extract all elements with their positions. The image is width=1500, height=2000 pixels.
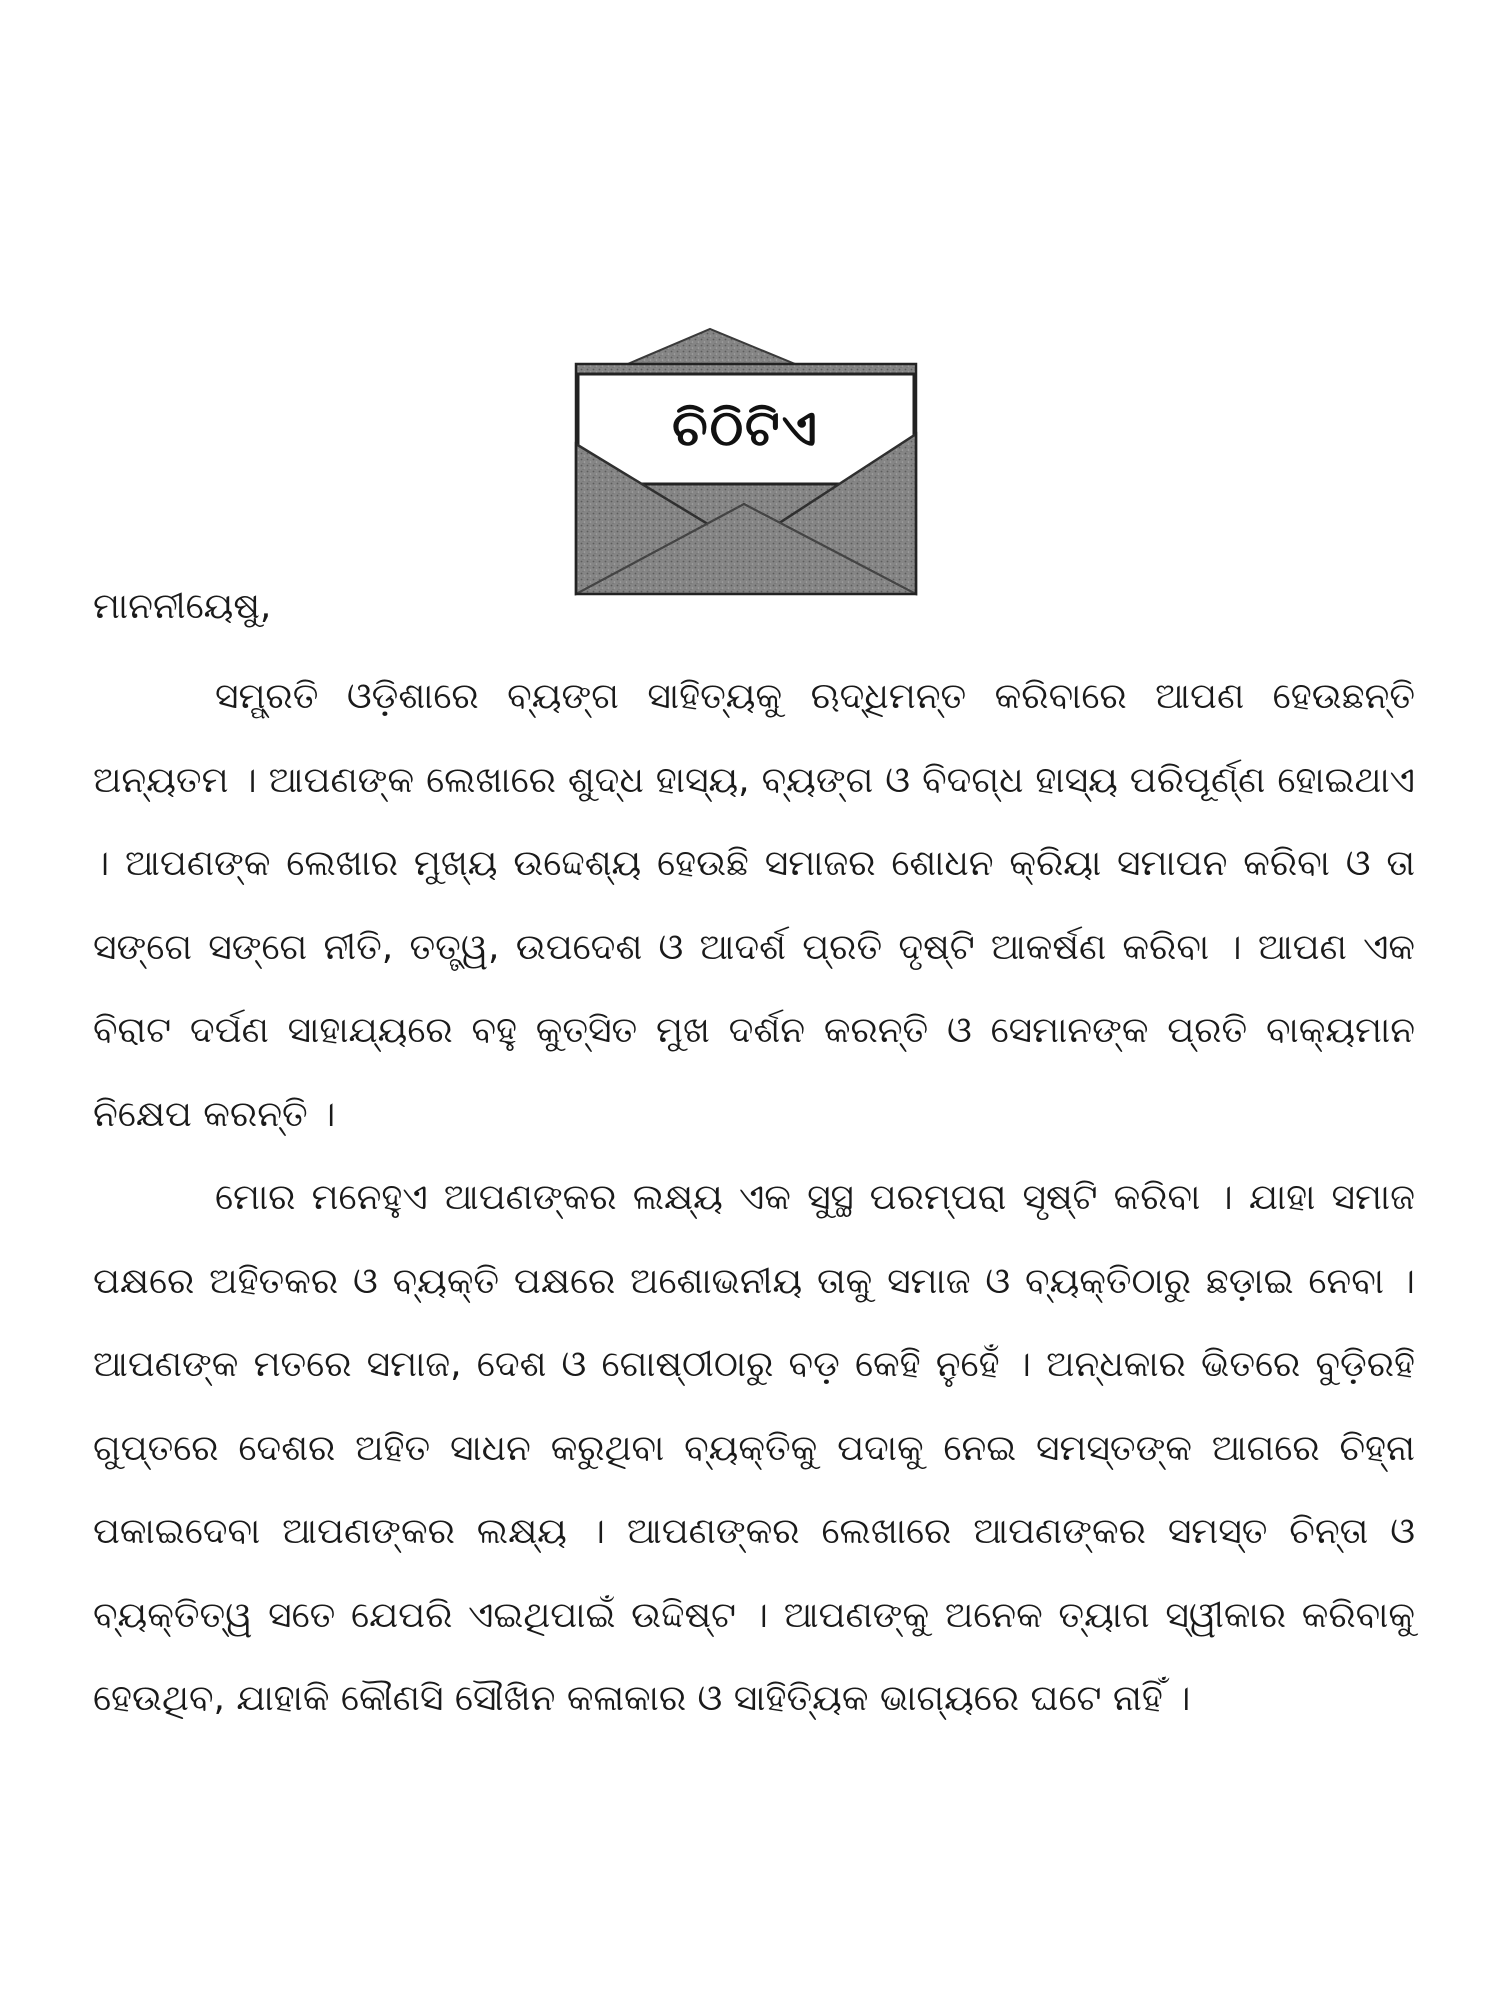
letter-body	[93, 655, 1415, 1741]
letter-title: ଚିଠିଟିଏ	[672, 399, 819, 457]
paragraph-2: ମୋର ମନେହୁଏ ଆପଣଙ୍କର ଲକ୍ଷ୍ୟ ଏକ ସୁସ୍ଥ ପରମ୍ପରା ସୃଷ୍ଟି କରିବା । ଯାହା ସମାଜ ପକ୍ଷରେ ଅହିତକର ଓ ବ୍ୟକ୍ତି ପକ୍ଷରେ ଅଶୋଭନୀୟ ତାକୁ ସମାଜ ଓ ବ୍ୟକ୍ତିଠାରୁ ଛଡ଼ାଇ ନେବା । ଆପଣଙ୍କ ମତରେ ସମାଜ, ଦେଶ ଓ ଗୋଷ୍ଠୀଠାରୁ ବଡ଼ କେହି ନୁହେଁ । ଅନ୍ଧକାର ଭିତରେ ବୁଡ଼ିରହି ଗୁପ୍ତରେ ଦେଶର ଅହିତ ସାଧନ କରୁଥିବା ବ୍ୟକ୍ତିକୁ ପଦାକୁ ନେଇ ସମସ୍ତଙ୍କ ଆଗରେ ଚିହ୍ନା ପକାଇଦେବା ଆପଣଙ୍କର ଲକ୍ଷ୍ୟ । ଆପଣଙ୍କର ଲେଖାରେ ଆପଣଙ୍କର ସମସ୍ତ ଚିନ୍ତା ଓ ବ୍ୟକ୍ତିତ୍ୱ ସତେ ଯେପରି ଏଇଥିପାଇଁ ଉଦ୍ଦିଷ୍ଟ । ଆପଣଙ୍କୁ ଅନେକ ତ୍ୟାଗ ସ୍ୱୀକାର କରିବାକୁ ହେଉଥିବ, ଯାହାକି କୌଣସି ସୌଖିନ କଳାକାର ଓ ସାହିତ୍ୟିକ ଭାଗ୍ୟରେ ଘଟେ ନାହିଁ ।	[93, 1177, 1415, 1719]
salutation: ମାନନୀୟେଷୁ,	[93, 586, 272, 627]
envelope-heading	[568, 326, 923, 598]
paragraph-1: ସମ୍ପ୍ରତି ଓଡ଼ିଶାରେ ବ୍ୟଙ୍ଗ ସାହିତ୍ୟକୁ ଋଦ୍ଧିମନ୍ତ କରିବାରେ ଆପଣ ହେଉଛନ୍ତି ଅନ୍ୟତମ । ଆପଣଙ୍କ ଲେଖାରେ ଶୁଦ୍ଧ ହାସ୍ୟ, ବ୍ୟଙ୍ଗ ଓ ବିଦଗ୍ଧ ହାସ୍ୟ ପରିପୂର୍ଣ୍ଣ ହୋଇଥାଏ । ଆପଣଙ୍କ ଲେଖାର ମୁଖ୍ୟ ଉଦ୍ଦେଶ୍ୟ ହେଉଛି ସମାଜର ଶୋଧନ କ୍ରିୟା ସମାପନ କରିବା ଓ ତା ସଙ୍ଗେ ସଙ୍ଗେ ନୀତି, ତତ୍ତ୍ୱ, ଉପଦେଶ ଓ ଆଦର୍ଶ ପ୍ରତି ଦୃଷ୍ଟି ଆକର୍ଷଣ କରିବା । ଆପଣ ଏକ ବିରାଟ ଦର୍ପଣ ସାହାଯ୍ୟରେ ବହୁ କୁତ୍ସିତ ମୁଖ ଦର୍ଶନ କରନ୍ତି ଓ ସେମାନଙ୍କ ପ୍ରତି ବାକ୍ୟମାନ ନିକ୍ଷେପ କରନ୍ତି ।	[93, 676, 1415, 1135]
